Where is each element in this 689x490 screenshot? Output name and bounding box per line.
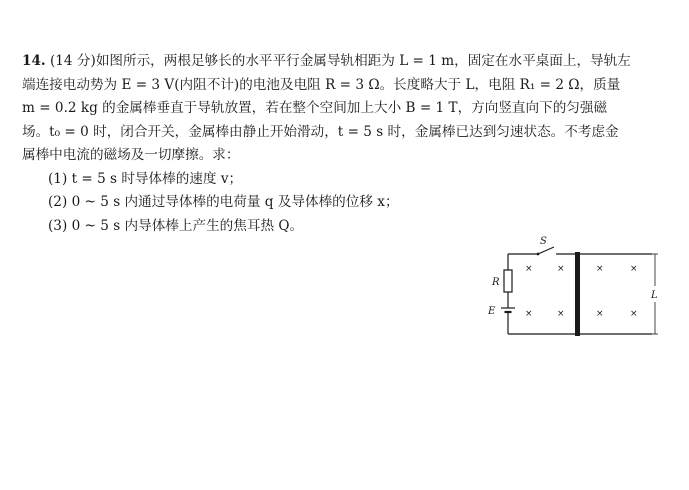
question-3: (3) 0 ~ 5 s 内导体棒上产生的焦耳热 Q。 bbox=[48, 217, 304, 234]
problem-line-1: 如图所示，两根足够长的水平平行金属导轨相距为 L = 1 m，固定在水平桌面上，导轨左 bbox=[95, 53, 631, 69]
field-mark: × bbox=[525, 264, 533, 274]
switch-pivot bbox=[537, 253, 540, 256]
problem-score: (14 分) bbox=[49, 53, 96, 69]
resistor bbox=[504, 270, 512, 292]
problem-first-line bbox=[22, 50, 672, 74]
circuit-figure bbox=[478, 232, 668, 344]
problem-number: 14. bbox=[22, 53, 46, 69]
switch-blade bbox=[538, 247, 554, 254]
field-mark: × bbox=[630, 309, 638, 319]
switch-label: S bbox=[540, 236, 547, 247]
metal-rod bbox=[575, 252, 580, 336]
field-mark: × bbox=[596, 264, 604, 274]
problem-line-4: 场。t₀ = 0 时，闭合开关，金属棒由静止开始滑动，t = 5 s 时，金属棒已达到匀速状态。不考虑金 bbox=[22, 123, 619, 140]
circuit-diagram bbox=[478, 232, 668, 344]
length-label: L bbox=[651, 290, 658, 301]
question-2: (2) 0 ~ 5 s 内通过导体棒的电荷量 q 及导体棒的位移 x； bbox=[48, 194, 399, 210]
resistor-label: R bbox=[492, 277, 500, 288]
problem-line-5: 属棒中电流的磁场及一切摩擦。求： bbox=[22, 147, 240, 163]
field-mark: × bbox=[557, 309, 565, 319]
field-mark: × bbox=[630, 264, 638, 274]
problem-block bbox=[22, 50, 672, 238]
battery-label: E bbox=[488, 306, 496, 317]
problem-line-2: 端连接电动势为 E = 3 V(内阻不计)的电池及电阻 R = 3 Ω。长度略大于 L，电阻 R₁ = 2 Ω，质量 bbox=[22, 76, 621, 93]
problem-line-3: m = 0.2 kg 的金属棒垂直于导轨放置，若在整个空间加上大小 B = 1 T，方向竖直向下的匀强磁 bbox=[22, 100, 608, 116]
field-mark: × bbox=[525, 309, 533, 319]
field-mark: × bbox=[596, 309, 604, 319]
field-mark: × bbox=[557, 264, 565, 274]
question-1: (1) t = 5 s 时导体棒的速度 v； bbox=[48, 170, 243, 187]
